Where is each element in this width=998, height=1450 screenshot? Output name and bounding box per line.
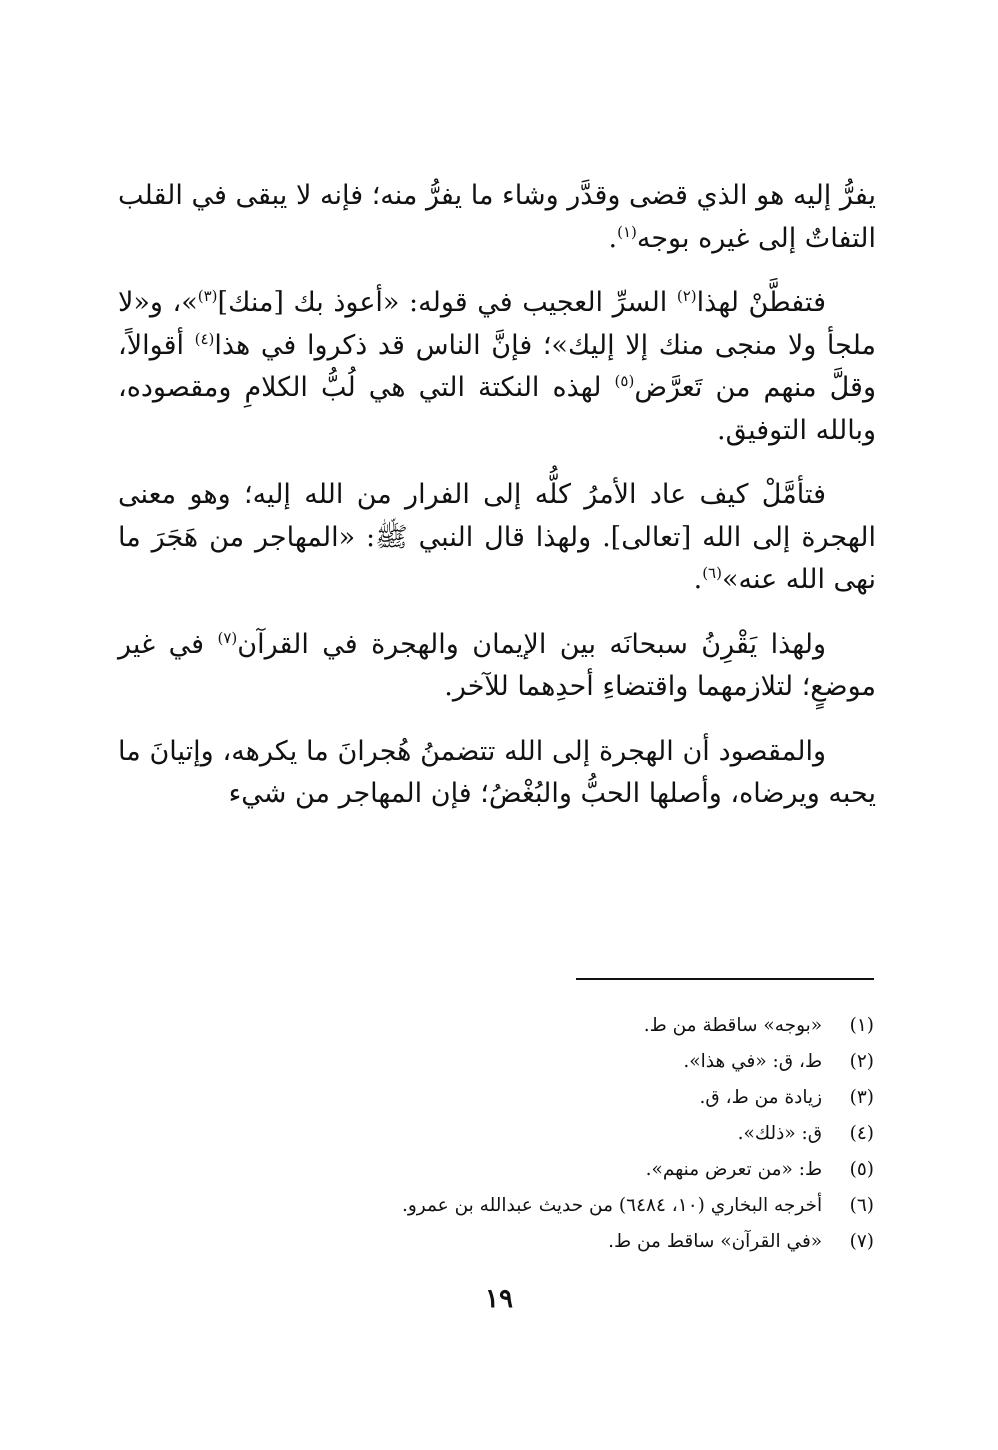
paragraph-text: . bbox=[693, 564, 703, 595]
footnotes-list bbox=[118, 1008, 874, 1260]
footnote-text: أخرجه البخاري (١٠، ٦٤٨٤) من حديث عبدالله بن عمرو. bbox=[401, 1195, 823, 1216]
footnote-item bbox=[118, 1152, 874, 1188]
footnote-ref[interactable]: (٥) bbox=[614, 372, 635, 390]
footnote-number: (٤) bbox=[849, 1123, 874, 1144]
footnote-text: زيادة من ط، ق. bbox=[699, 1087, 823, 1108]
footnote-ref[interactable]: (٢) bbox=[676, 287, 697, 305]
paragraph-text: والمقصود أن الهجرة إلى الله تتضمنُ هُجرانَ ما يكرهه، وإتيانَ ما يحبه ويرضاه، وأصلها الحبُّ والبُغْضُ؛ فإن المهاجر من شيء bbox=[118, 735, 876, 809]
footnote-ref[interactable]: (٤) bbox=[194, 329, 215, 348]
paragraph-text: أقوالاً، وقلَّ منهم من تَعرَّض bbox=[118, 329, 876, 403]
footnote-item bbox=[118, 1224, 874, 1260]
paragraph-text: . bbox=[608, 222, 618, 254]
paragraph-text: يفرُّ إليه هو الذي قضى وقدَّر وشاء ما يفرُّ منه؛ فإنه لا يبقى في القلب التفاتٌ إلى غيره بوجه bbox=[118, 180, 876, 254]
footnote-item bbox=[118, 1116, 874, 1152]
footnote-ref[interactable]: (٦) bbox=[702, 564, 722, 582]
paragraph bbox=[118, 731, 876, 816]
paragraph-text: فتفطَّنْ لهذا bbox=[696, 287, 826, 318]
footnote-item bbox=[118, 1044, 874, 1080]
footnote-ref[interactable]: (١) bbox=[617, 222, 637, 241]
footnote-number: (٣) bbox=[849, 1087, 874, 1108]
footnote-item bbox=[118, 1188, 874, 1224]
footnote-divider bbox=[576, 978, 874, 980]
main-text bbox=[118, 175, 876, 838]
paragraph-text: ولهذا يَقْرِنُ سبحانَه بين الإيمان والهجرة في القرآن bbox=[237, 628, 826, 660]
paragraph-text: فتأمَّلْ كيف عاد الأمرُ كلُّه إلى الفرار من الله إليه؛ وهو معنى الهجرة إلى الله [تعالى]. ولهذا قال النبي ﷺ: «المهاجر من هَجَرَ ما نهى الله عنه» bbox=[118, 479, 876, 595]
footnote-number: (٥) bbox=[849, 1159, 874, 1180]
footnote-text: ط: «من تعرض منهم». bbox=[645, 1159, 823, 1180]
footnote-number: (٧) bbox=[849, 1231, 874, 1252]
footnote-number: (١) bbox=[849, 1015, 874, 1036]
paragraph-text: لهذه النكتة التي هي لُبُّ الكلامِ ومقصوده، وبالله التوفيق. bbox=[118, 372, 876, 446]
paragraph-text: السرِّ العجيب في قوله: «أعوذ بك [منك] bbox=[217, 287, 677, 318]
paragraph bbox=[118, 175, 876, 260]
paragraph-text: »، و«لا ملجأ ولا منجى منك إلا إليك»؛ فإنَّ الناس قد ذكروا في هذا bbox=[118, 287, 876, 361]
footnote-ref[interactable]: (٧) bbox=[217, 628, 238, 647]
paragraph bbox=[118, 474, 876, 602]
footnote-text: ق: «ذلك». bbox=[737, 1123, 823, 1144]
footnote-number: (٢) bbox=[849, 1051, 874, 1072]
footnote-text: «بوجه» ساقطة من ط. bbox=[643, 1015, 823, 1036]
footnote-item bbox=[118, 1080, 874, 1116]
footnote-ref[interactable]: (٣) bbox=[197, 287, 218, 305]
paragraph bbox=[118, 282, 876, 452]
footnote-number: (٦) bbox=[849, 1195, 874, 1216]
footnote-text: ط، ق: «في هذا». bbox=[683, 1051, 823, 1072]
page-number: ١٩ bbox=[485, 1284, 513, 1314]
footnote-item bbox=[118, 1008, 874, 1044]
footnote-text: «في القرآن» ساقط من ط. bbox=[608, 1231, 823, 1252]
paragraph bbox=[118, 624, 876, 709]
paragraph-text: في غير موضعٍ؛ لتلازمهما واقتضاءِ أحدِهما للآخر. bbox=[118, 628, 876, 702]
